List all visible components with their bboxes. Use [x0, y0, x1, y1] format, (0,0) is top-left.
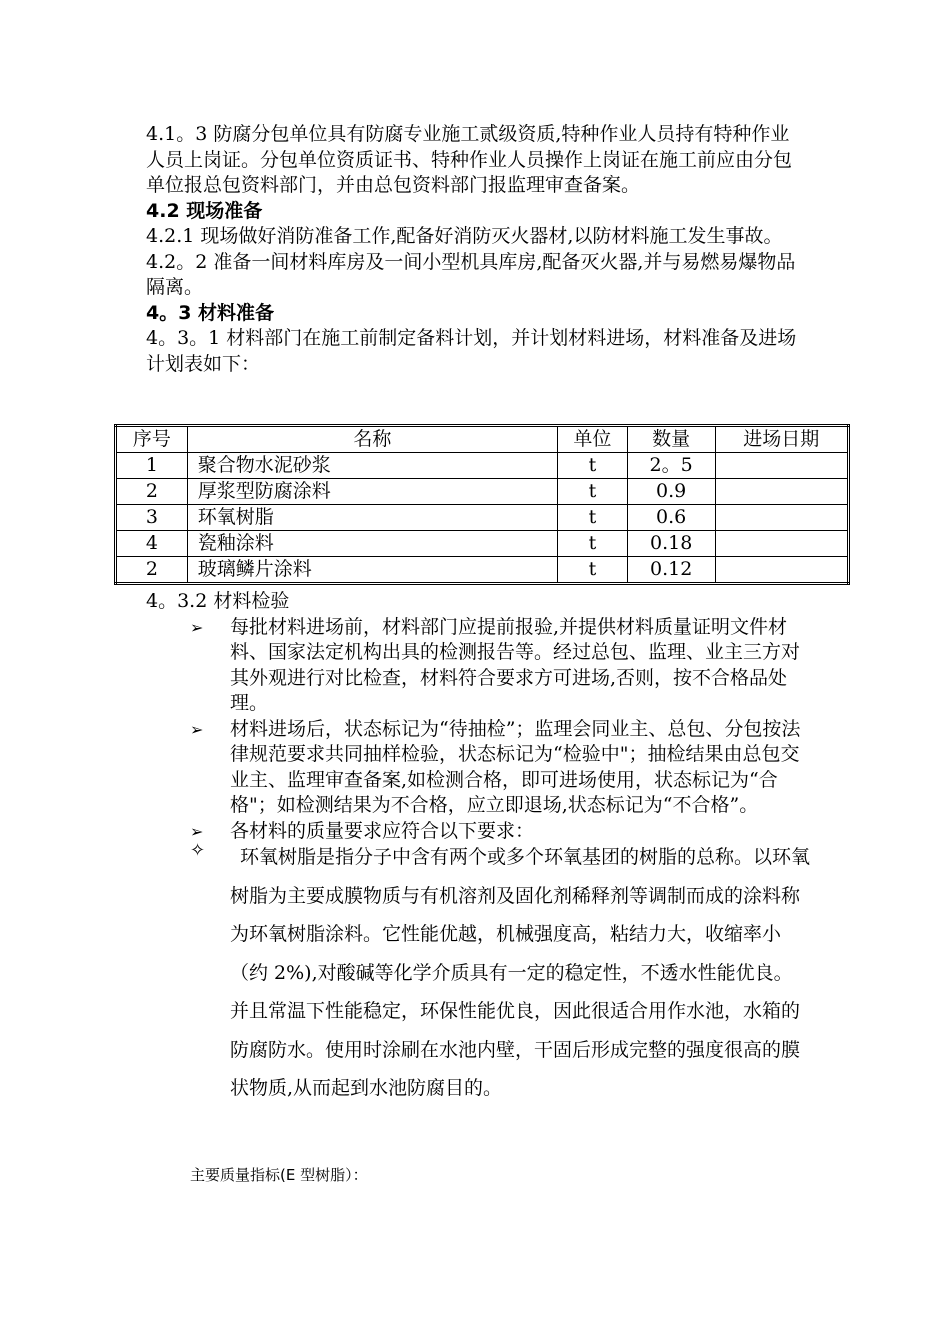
cell-qty: 2。5: [627, 453, 715, 479]
para-4-2-1: 4.2.1 现场做好消防准备工作,配备好消防灭火器材,以防材料施工发生事故。: [146, 225, 783, 247]
cell-qty: 0.18: [627, 531, 715, 557]
list-item: [146, 615, 826, 717]
cell-unit: t: [558, 505, 628, 531]
table-row: [116, 505, 849, 531]
cell-date: [715, 557, 848, 584]
col-header-qty: 数量: [627, 426, 715, 453]
lower-text: [146, 589, 826, 1108]
cell-no: 1: [116, 453, 188, 479]
bullet-text: 每批材料进场前，材料部门应提前报验,并提供材料质量证明文件材料、国家法定机构出具的检测报告等。经过总包、监理、业主三方对其外观进行对比检查，材料符合要求方可进场,否则，按不合格品处理。: [230, 615, 801, 714]
epoxy-description: 环氧树脂是指分子中含有两个或多个环氧基团的树脂的总称。以环氧树脂为主要成膜物质与有机溶剂及固化剂稀释剂等调制而成的涂料称为环氧树脂涂料。它性能优越，机械强度高，粘结力大，收缩率小（约 2%),对酸碱等化学介质具有一定的稳定性，不透水性能优良。并且常温下性能稳定，环保性能优良，因此很适合用作水池，水箱的防腐防水。使用时涂刷在水池内壁，干固后形成完整的强度很高的膜状物质,从而起到水池防腐目的。: [230, 846, 811, 1099]
list-item: [146, 717, 826, 819]
col-header-no: 序号: [116, 426, 188, 453]
col-header-name: 名称: [187, 426, 557, 453]
para-4-2-2: 4.2。2 准备一间材料库房及一间小型机具库房,配备灭火器,并与易燃易爆物品隔离。: [146, 250, 796, 298]
bullet-text: 材料进场后，状态标记为“待抽检”；监理会同业主、总包、分包按法律规范要求共同抽样检验，状态标记为“检验中"；抽检结果由总包交业主、监理审查备案,如检测合格，即可进场使用，状态标记为“合格"；如检测结果为不合格，应立即退场,状态标记为“不合格”。: [230, 717, 801, 816]
cell-no: 4: [116, 531, 188, 557]
cell-name: 环氧树脂: [187, 505, 557, 531]
cell-unit: t: [558, 557, 628, 584]
heading-4-3-2: 4。3.2 材料检验: [146, 590, 290, 612]
cell-name: 聚合物水泥砂浆: [187, 453, 557, 479]
cell-qty: 0.12: [627, 557, 715, 584]
cell-qty: 0.6: [627, 505, 715, 531]
heading-4-3: 4。3 材料准备: [146, 301, 275, 324]
cell-unit: t: [558, 453, 628, 479]
cell-name: 厚浆型防腐涂料: [187, 479, 557, 505]
cell-date: [715, 453, 848, 479]
cell-unit: t: [558, 479, 628, 505]
cell-no: 2: [116, 479, 188, 505]
bullet-text: 各材料的质量要求应符合以下要求：: [230, 819, 535, 842]
arrow-bullet-icon: ➢: [190, 617, 204, 637]
cell-no: 3: [116, 505, 188, 531]
col-header-unit: 单位: [558, 426, 628, 453]
table-header-row: [116, 426, 849, 453]
para-4-1-3: 4.1。3 防腐分包单位具有防腐专业施工贰级资质,特种作业人员持有特种作业人员上岗证。分包单位资质证书、特种作业人员操作上岗证在施工前应由分包单位报总包资料部门，并由总包资料部门报监理审查备案。: [146, 123, 793, 196]
para-4-3-1: 4。3。1 材料部门在施工前制定备料计划，并计划材料进场，材料准备及进场计划表如下：: [146, 327, 797, 375]
cell-date: [715, 479, 848, 505]
table-row: [116, 479, 849, 505]
arrow-bullet-icon: ➢: [190, 821, 204, 841]
cell-date: [715, 531, 848, 557]
cell-no: 2: [116, 557, 188, 584]
material-plan-table: [114, 424, 850, 585]
star-bullet-icon: ✧: [190, 840, 206, 861]
cell-unit: t: [558, 531, 628, 557]
table-row: [116, 531, 849, 557]
cell-name: 玻璃鳞片涂料: [187, 557, 557, 584]
cell-qty: 0.9: [627, 479, 715, 505]
heading-4-2: 4.2 现场准备: [146, 199, 263, 222]
quality-index-caption: 主要质量指标(E 型树脂）：: [190, 1166, 368, 1184]
cell-name: 瓷釉涂料: [187, 531, 557, 557]
table-row: [116, 557, 849, 584]
upper-text: [146, 122, 806, 377]
cell-date: [715, 505, 848, 531]
col-header-date: 进场日期: [715, 426, 848, 453]
arrow-bullet-icon: ➢: [190, 719, 204, 739]
table-row: [116, 453, 849, 479]
sub-list-item: [146, 838, 826, 1108]
